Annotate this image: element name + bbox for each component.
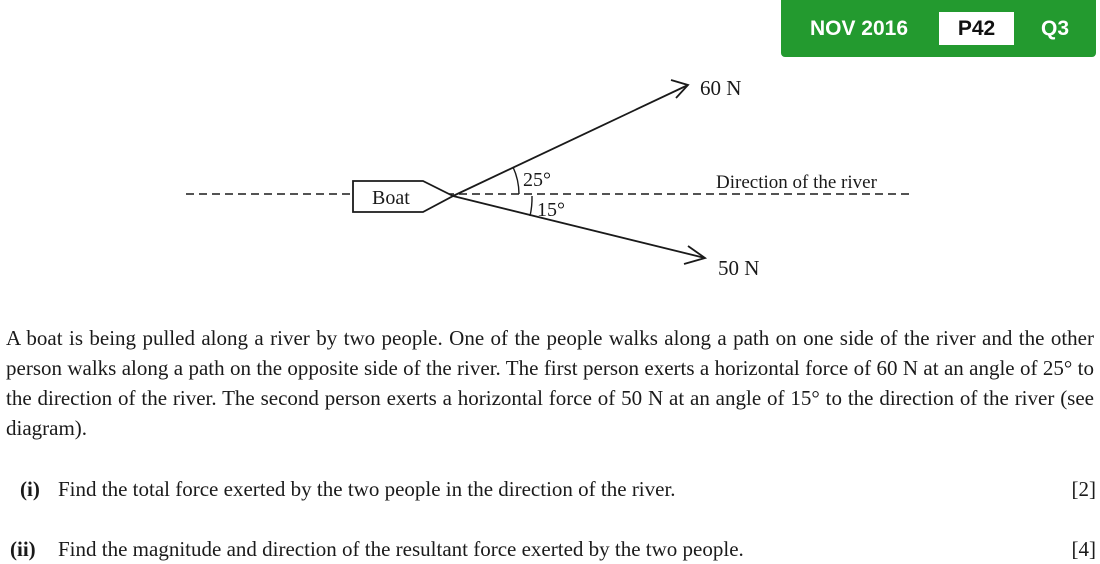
part-marks: [2] xyxy=(1071,477,1096,501)
angle-lower-label: 15° xyxy=(537,199,565,221)
angle-lower-arc xyxy=(530,196,532,216)
angle-upper-label: 25° xyxy=(523,169,551,191)
part-text: Find the magnitude and direction of the resultant force exerted by the two people. xyxy=(58,537,744,561)
force-lower-label: 50 N xyxy=(718,256,760,280)
part-marks: [4] xyxy=(1071,537,1096,561)
paper-number-label: P42 xyxy=(939,12,1014,45)
question-number-label: Q3 xyxy=(1040,17,1069,40)
problem-statement: A boat is being pulled along a river by two people. One of the people walks along a path on one side of the river and the other person walks along a path on the opposite side of the river. The first person exerts a horizontal force of 60 N at an angle of 25° to the direction of the river. The second person exerts a horizontal force of 50 N at an angle of 15° to the direction of the river (see diagram). xyxy=(6,326,1094,440)
part-number: (i) xyxy=(20,477,40,501)
angle-upper-arc xyxy=(513,167,519,194)
force-upper-label: 60 N xyxy=(700,76,742,100)
force-lower-line xyxy=(453,196,705,258)
force-upper-line xyxy=(453,85,688,196)
part-text: Find the total force exerted by the two people in the direction of the river. xyxy=(58,477,676,501)
question-part-i xyxy=(0,474,1096,504)
part-number: (ii) xyxy=(10,537,36,561)
exam-session-label: NOV 2016 xyxy=(809,17,909,40)
river-direction-label: Direction of the river xyxy=(716,172,877,193)
question-part-ii xyxy=(0,534,1096,564)
boat-label: Boat xyxy=(372,187,410,209)
